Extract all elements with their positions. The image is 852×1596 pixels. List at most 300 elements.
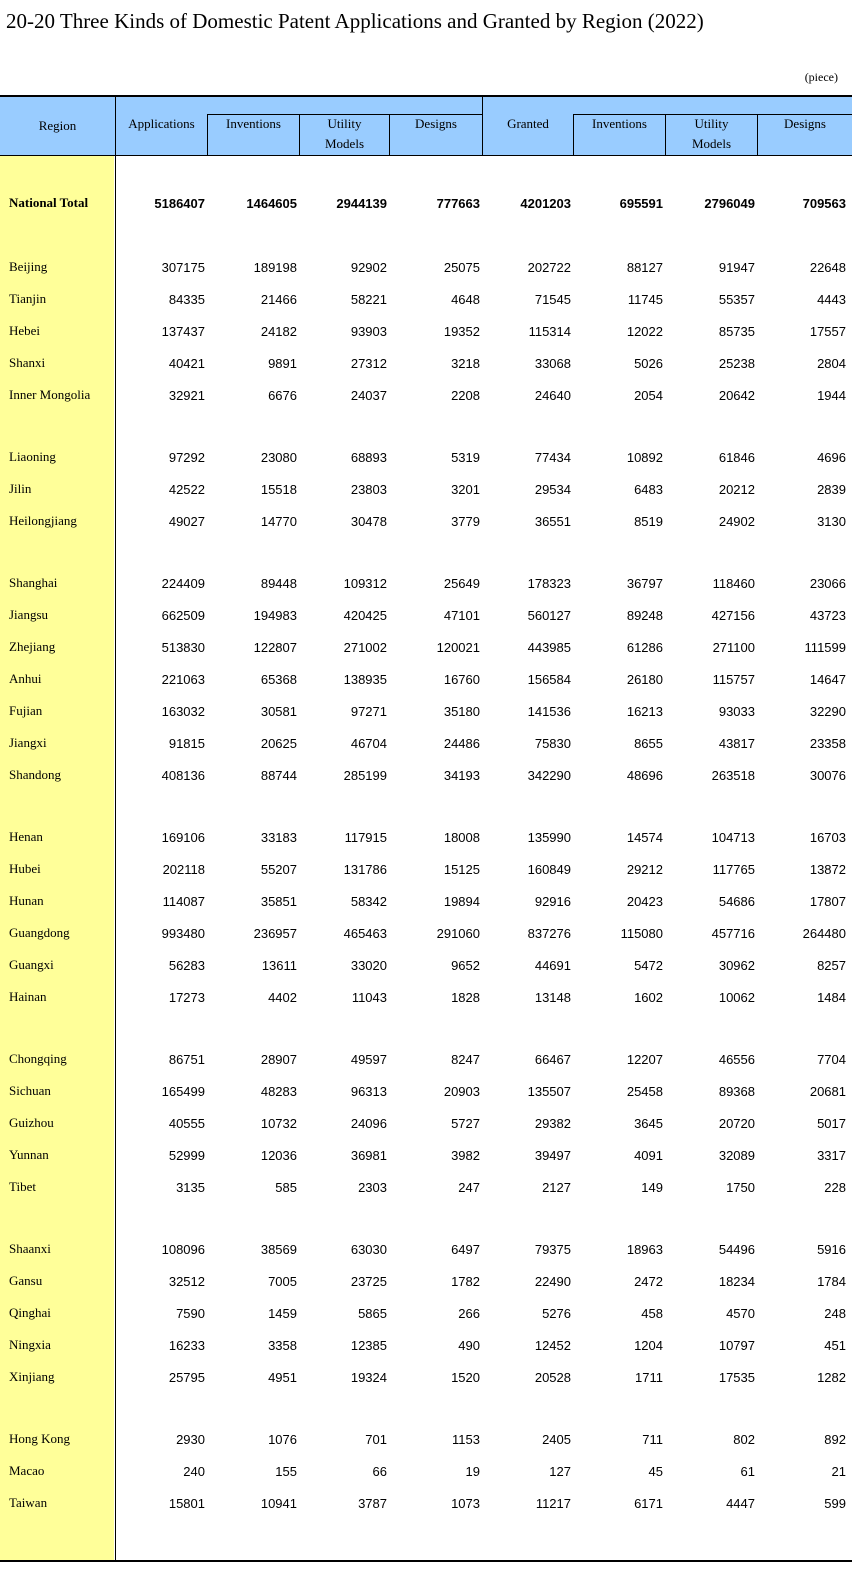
table-cell: 97271 (350, 703, 387, 719)
table-row (0, 599, 848, 631)
region-name: Beijing (9, 259, 48, 274)
table-row (0, 1043, 848, 1075)
table-cell: 155 (275, 1463, 297, 1479)
unit-label: (piece) (804, 70, 838, 84)
table-cell: 458 (641, 1305, 663, 1321)
table-cell: 25075 (443, 259, 480, 275)
table-cell: 58221 (350, 291, 387, 307)
table-cell: 115757 (712, 671, 755, 687)
region-name: Jiangxi (9, 735, 47, 750)
table-cell: 228 (824, 1179, 846, 1195)
table-cell: 17557 (809, 323, 846, 339)
table-cell: 21 (831, 1463, 846, 1479)
table-cell: 291060 (436, 925, 480, 941)
table-cell: 20212 (718, 481, 755, 497)
table-cell: 701 (365, 1431, 387, 1447)
table-cell: 1782 (451, 1273, 480, 1289)
region-name: Hunan (9, 893, 44, 908)
table-cell: 19324 (350, 1369, 387, 1385)
table-cell: 47101 (443, 607, 480, 623)
table-cell: 7590 (176, 1305, 205, 1321)
table-title: 20-20 Three Kinds of Domestic Patent Applications and Granted by Region (2022) (6, 9, 704, 33)
table-cell: 117915 (344, 829, 387, 845)
table-cell: 271100 (712, 639, 755, 655)
spacer-row (0, 791, 848, 821)
table-cell: 26180 (626, 671, 663, 687)
table-cell: 54496 (718, 1241, 755, 1257)
table-cell: 135990 (527, 829, 571, 845)
region-name: Jiangsu (9, 607, 48, 622)
region-name: Xinjiang (9, 1369, 55, 1384)
table-cell: 65368 (260, 671, 297, 687)
region-name: Yunnan (9, 1147, 49, 1162)
table-cell: 202118 (162, 861, 205, 877)
table-cell: 17807 (809, 893, 846, 909)
table-cell: 266 (458, 1305, 480, 1321)
table-cell: 127 (549, 1463, 571, 1479)
header-applications: Applications (128, 116, 195, 131)
table-cell: 137437 (161, 323, 205, 339)
table-cell: 160849 (527, 861, 571, 877)
table-bottom-rule (0, 1560, 852, 1562)
region-name: Hebei (9, 323, 41, 338)
table-cell: 109312 (343, 575, 387, 591)
table-cell: 14647 (809, 671, 846, 687)
table-cell: 131786 (343, 861, 387, 877)
table-cell: 451 (824, 1337, 846, 1353)
table-cell: 560127 (527, 607, 571, 623)
region-name: Guizhou (9, 1115, 54, 1130)
table-cell: 29534 (534, 481, 571, 497)
header-gr-utility: Utility (694, 116, 729, 131)
table-cell: 4091 (634, 1147, 663, 1163)
table-cell: 35851 (260, 893, 297, 909)
table-cell: 10062 (718, 989, 755, 1005)
table-cell: 32921 (168, 387, 205, 403)
table-cell: 24037 (350, 387, 387, 403)
table-cell: 12022 (626, 323, 663, 339)
table-cell: 42522 (168, 481, 205, 497)
table-cell: 1204 (634, 1337, 663, 1353)
table-cell: 3201 (451, 481, 480, 497)
region-name: Chongqing (9, 1051, 67, 1066)
table-cell: 1076 (268, 1431, 297, 1447)
table-cell: 4447 (726, 1495, 755, 1511)
region-name: Anhui (9, 671, 42, 686)
table-cell: 224409 (161, 575, 205, 591)
table-cell: 11745 (627, 291, 663, 307)
header-region: Region (38, 118, 77, 133)
table-cell: 71545 (534, 291, 571, 307)
table-row (0, 1455, 848, 1487)
table-cell: 15125 (443, 861, 480, 877)
table-cell: 1944 (817, 387, 846, 403)
table-cell: 3787 (358, 1495, 387, 1511)
region-name: Gansu (9, 1273, 43, 1288)
region-name: Hubei (9, 861, 41, 876)
table-cell: 84335 (168, 291, 205, 307)
table-cell: 75830 (534, 735, 571, 751)
table-cell: 25458 (626, 1083, 663, 1099)
table-cell: 86751 (168, 1051, 205, 1067)
table-cell: 3130 (817, 513, 846, 529)
table-cell: 135507 (527, 1083, 571, 1099)
table-cell: 178323 (527, 575, 571, 591)
table-cell: 61 (740, 1463, 755, 1479)
table-cell: 12452 (534, 1337, 571, 1353)
table-cell: 2796049 (704, 195, 755, 211)
table-cell: 16233 (168, 1337, 205, 1353)
table-cell: 27312 (350, 355, 387, 371)
table-cell: 108096 (161, 1241, 205, 1257)
table-row (0, 567, 848, 599)
table-row (0, 1233, 848, 1265)
table-cell: 5017 (817, 1115, 846, 1131)
table-row (0, 505, 848, 537)
table-cell: 138935 (343, 671, 387, 687)
table-cell: 118460 (712, 575, 755, 591)
table-cell: 85735 (718, 323, 755, 339)
table-cell: 49027 (168, 513, 205, 529)
table-cell: 114087 (162, 893, 205, 909)
table-cell: 55357 (718, 291, 755, 307)
table-cell: 2303 (358, 1179, 387, 1195)
table-row (0, 379, 848, 411)
table-cell: 93033 (718, 703, 755, 719)
table-cell: 4201203 (520, 195, 571, 211)
table-cell: 46556 (718, 1051, 755, 1067)
table-cell: 1828 (451, 989, 480, 1005)
header-app-inventions: Inventions (226, 116, 281, 131)
table-cell: 194983 (253, 607, 297, 623)
region-name: Guangdong (9, 925, 70, 940)
table-cell: 2208 (451, 387, 480, 403)
table-row (0, 1329, 848, 1361)
table-cell: 32512 (168, 1273, 205, 1289)
table-cell: 43817 (718, 735, 755, 751)
table-cell: 1602 (634, 989, 663, 1005)
table-cell: 1464605 (246, 195, 297, 211)
region-name: Henan (9, 829, 43, 844)
table-cell: 156584 (527, 671, 571, 687)
table-row (0, 663, 848, 695)
table-cell: 18963 (626, 1241, 663, 1257)
table-cell: 21466 (260, 291, 297, 307)
region-name: Shaanxi (9, 1241, 51, 1256)
table-cell: 23080 (260, 449, 297, 465)
table-cell: 30478 (350, 513, 387, 529)
table-cell: 23066 (809, 575, 846, 591)
table-cell: 271002 (343, 639, 387, 655)
table-cell: 5865 (358, 1305, 387, 1321)
table-cell: 96313 (350, 1083, 387, 1099)
table-cell: 20642 (718, 387, 755, 403)
table-cell: 68893 (350, 449, 387, 465)
table-cell: 5276 (542, 1305, 571, 1321)
table-cell: 5916 (817, 1241, 846, 1257)
table-cell: 20528 (534, 1369, 571, 1385)
table-cell: 30962 (718, 957, 755, 973)
header-top-rule (0, 95, 852, 97)
table-cell: 12036 (260, 1147, 297, 1163)
spacer-row (0, 1013, 848, 1043)
table-cell: 39497 (534, 1147, 571, 1163)
table-cell: 32290 (809, 703, 846, 719)
table-row (0, 949, 848, 981)
table-cell: 12385 (350, 1337, 387, 1353)
table-cell: 1750 (726, 1179, 755, 1195)
table-cell: 14574 (626, 829, 663, 845)
region-name: Tianjin (9, 291, 47, 306)
region-name: Jilin (9, 481, 32, 496)
table-cell: 2944139 (336, 195, 387, 211)
table-cell: 36797 (626, 575, 663, 591)
header-gr-utility-models: Models (692, 136, 731, 151)
table-row (0, 695, 848, 727)
region-name: Hainan (9, 989, 47, 1004)
table-cell: 4951 (268, 1369, 297, 1385)
region-name: Taiwan (9, 1495, 48, 1510)
table-cell: 6171 (634, 1495, 663, 1511)
table-cell: 120021 (436, 639, 480, 655)
table-cell: 248 (824, 1305, 846, 1321)
table-cell: 7005 (268, 1273, 297, 1289)
region-name: Zhejiang (9, 639, 56, 654)
table-cell: 777663 (436, 195, 480, 211)
table-row (0, 1297, 848, 1329)
table-cell: 24182 (260, 323, 297, 339)
table-row (0, 1361, 848, 1393)
table-cell: 40555 (168, 1115, 205, 1131)
header-gr-designs: Designs (784, 116, 826, 131)
region-name: Heilongjiang (9, 513, 77, 528)
table-cell: 5727 (451, 1115, 480, 1131)
table-cell: 4696 (817, 449, 846, 465)
table-cell: 111599 (804, 639, 846, 655)
table-cell: 2127 (542, 1179, 571, 1195)
table-cell: 285199 (343, 767, 387, 783)
table-cell: 12207 (626, 1051, 663, 1067)
table-cell: 89368 (718, 1083, 755, 1099)
table-cell: 13148 (534, 989, 571, 1005)
table-cell: 662509 (161, 607, 205, 623)
table-cell: 711 (642, 1431, 663, 1447)
table-cell: 36981 (350, 1147, 387, 1163)
table-cell: 420425 (343, 607, 387, 623)
table-cell: 599 (824, 1495, 846, 1511)
table-cell: 2839 (817, 481, 846, 497)
table-cell: 61846 (718, 449, 755, 465)
table-row (0, 1139, 848, 1171)
table-cell: 221063 (161, 671, 205, 687)
table-cell: 202722 (527, 259, 571, 275)
table-cell: 263518 (711, 767, 755, 783)
table-row (0, 1075, 848, 1107)
table-row (0, 1487, 848, 1519)
table-cell: 4402 (268, 989, 297, 1005)
table-row (0, 759, 848, 791)
header-app-designs: Designs (415, 116, 457, 131)
table-cell: 25795 (168, 1369, 205, 1385)
table-cell: 11217 (535, 1495, 571, 1511)
table-cell: 88744 (260, 767, 297, 783)
table-cell: 16760 (443, 671, 480, 687)
table-row (0, 283, 848, 315)
table-cell: 709563 (802, 195, 846, 211)
table-cell: 29382 (534, 1115, 571, 1131)
table-cell: 1711 (635, 1369, 663, 1385)
data-table (0, 155, 848, 1519)
table-cell: 3135 (176, 1179, 205, 1195)
table-cell: 3358 (268, 1337, 297, 1353)
table-cell: 4648 (451, 291, 480, 307)
table-cell: 10797 (718, 1337, 755, 1353)
table-cell: 5472 (634, 957, 663, 973)
table-row (0, 981, 848, 1013)
table-cell: 9652 (451, 957, 480, 973)
table-cell: 36551 (534, 513, 571, 529)
table-cell: 15518 (260, 481, 297, 497)
table-cell: 17535 (718, 1369, 755, 1385)
table-cell: 3645 (634, 1115, 663, 1131)
table-cell: 92916 (534, 893, 571, 909)
region-name: Tibet (9, 1179, 36, 1194)
table-cell: 24902 (718, 513, 755, 529)
table-cell: 49597 (350, 1051, 387, 1067)
table-cell: 16213 (626, 703, 663, 719)
table-cell: 79375 (534, 1241, 571, 1257)
table-cell: 122807 (253, 639, 297, 655)
table-cell: 802 (733, 1431, 755, 1447)
table-cell: 993480 (161, 925, 205, 941)
table-cell: 169106 (161, 829, 205, 845)
table-cell: 22648 (809, 259, 846, 275)
table-cell: 1784 (817, 1273, 846, 1289)
table-cell: 443985 (527, 639, 571, 655)
table-cell: 33020 (350, 957, 387, 973)
table-cell: 20423 (626, 893, 663, 909)
table-cell: 15801 (168, 1495, 205, 1511)
table-row (0, 1107, 848, 1139)
table-cell: 6676 (268, 387, 297, 403)
table-cell: 2054 (634, 387, 663, 403)
region-name: Shandong (9, 767, 61, 782)
table-cell: 2804 (817, 355, 846, 371)
table-cell: 163032 (161, 703, 205, 719)
table-cell: 342290 (527, 767, 571, 783)
table-cell: 92902 (350, 259, 387, 275)
table-cell: 24096 (350, 1115, 387, 1131)
table-row (0, 251, 848, 283)
table-cell: 33183 (260, 829, 297, 845)
table-cell: 165499 (161, 1083, 205, 1099)
table-cell: 695591 (619, 195, 663, 211)
table-cell: 54686 (718, 893, 755, 909)
table-cell: 91947 (718, 259, 755, 275)
table-cell: 13872 (809, 861, 846, 877)
table-cell: 22490 (534, 1273, 571, 1289)
table-cell: 3779 (451, 513, 480, 529)
table-row (0, 473, 848, 505)
total-row (0, 155, 848, 251)
table-cell: 24486 (443, 735, 480, 751)
table-cell: 63030 (350, 1241, 387, 1257)
table-row (0, 347, 848, 379)
table-row (0, 917, 848, 949)
table-cell: 2472 (634, 1273, 663, 1289)
table-cell: 14770 (260, 513, 297, 529)
table-cell: 35180 (443, 703, 480, 719)
table-cell: 66467 (534, 1051, 571, 1067)
region-name: Fujian (9, 703, 43, 718)
region-name: Macao (9, 1463, 45, 1478)
table-cell: 6497 (451, 1241, 480, 1257)
header-app-utility-models: Models (325, 136, 364, 151)
table-cell: 34193 (443, 767, 480, 783)
table-cell: 29212 (626, 861, 663, 877)
table-cell: 10941 (260, 1495, 297, 1511)
spacer-row (0, 411, 848, 441)
region-name: Shanghai (9, 575, 58, 590)
table-cell: 44691 (534, 957, 571, 973)
spacer-row (0, 1203, 848, 1233)
table-cell: 25649 (443, 575, 480, 591)
table-row (0, 315, 848, 347)
table-cell: 1282 (817, 1369, 846, 1385)
table-cell: 19352 (443, 323, 480, 339)
region-name: Inner Mongolia (9, 387, 91, 402)
region-name: Shanxi (9, 355, 46, 370)
table-cell: 307175 (161, 259, 205, 275)
table-cell: 5319 (451, 449, 480, 465)
table-cell: 18234 (718, 1273, 755, 1289)
table-cell: 1073 (451, 1495, 480, 1511)
table-cell: 20903 (443, 1083, 480, 1099)
table-cell: 1459 (268, 1305, 297, 1321)
table-row (0, 1171, 848, 1203)
table-cell: 91815 (168, 735, 205, 751)
table-cell: 25238 (718, 355, 755, 371)
table-cell: 24640 (534, 387, 571, 403)
spacer-row (0, 537, 848, 567)
table-cell: 115080 (620, 925, 663, 941)
table-cell: 13611 (261, 957, 297, 973)
table-cell: 30581 (260, 703, 297, 719)
table-cell: 837276 (527, 925, 571, 941)
table-cell: 2405 (542, 1431, 571, 1447)
table-cell: 8247 (451, 1051, 480, 1067)
table-cell: 11043 (351, 989, 387, 1005)
table-cell: 58342 (350, 893, 387, 909)
table-row (0, 631, 848, 663)
table-cell: 43723 (809, 607, 846, 623)
table-cell: 17273 (168, 989, 205, 1005)
table-cell: 585 (275, 1179, 297, 1195)
table-row (0, 1265, 848, 1297)
table-cell: 66 (372, 1463, 387, 1479)
table-cell: 19894 (443, 893, 480, 909)
table-cell: 490 (458, 1337, 480, 1353)
table-cell: 10732 (260, 1115, 297, 1131)
table-row (0, 441, 848, 473)
region-name: Ningxia (9, 1337, 51, 1352)
table-cell: 18008 (443, 829, 480, 845)
table-cell: 1484 (817, 989, 846, 1005)
table-cell: 97292 (168, 449, 205, 465)
table-cell: 46704 (350, 735, 387, 751)
table-cell: 32089 (718, 1147, 755, 1163)
table-cell: 45 (648, 1463, 663, 1479)
